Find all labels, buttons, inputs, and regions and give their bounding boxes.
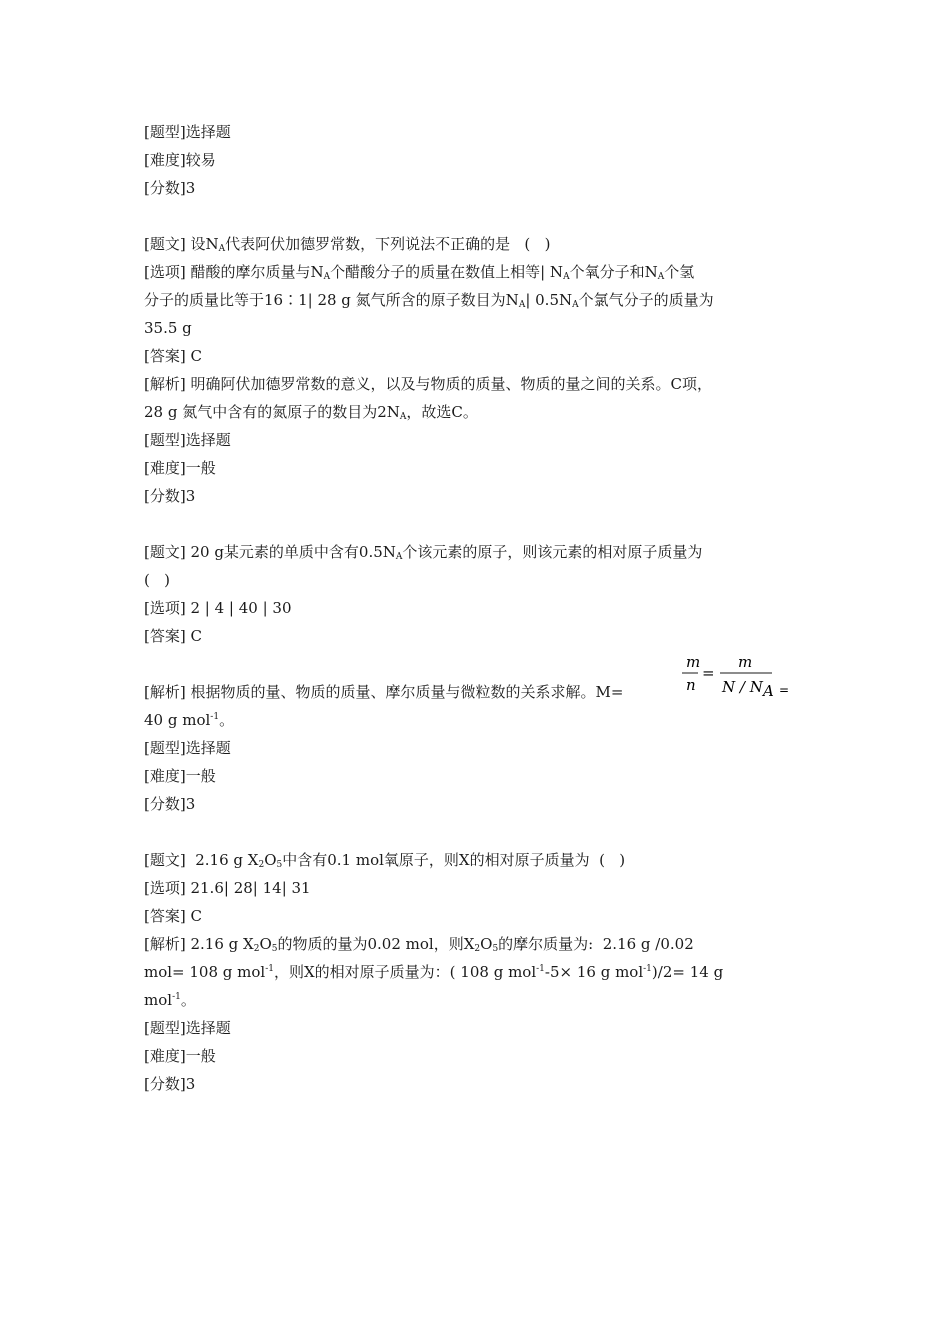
- answer: [答案] C: [144, 347, 202, 365]
- frac1-numerator: m: [686, 653, 701, 671]
- question-options: [选项] 21.6| 28| 14| 31: [144, 879, 311, 897]
- equals-sign: =: [702, 664, 715, 682]
- question-stem: [题文] 2.16 g $X_2O_5$中含有0.1 mol氧原子，则X的相对原子质量为 ( ): [144, 851, 626, 870]
- explanation: [解析] 根据物质的量、物质的质量、摩尔质量与微粒数的关系求解。M=: [144, 683, 624, 701]
- question-stem: [题文] 设$N_A$代表阿伏加德罗常数，下列说法不正确的是 ( ): [144, 235, 551, 254]
- question-type: [题型]选择题: [144, 739, 231, 757]
- score: [分数]3: [144, 487, 196, 505]
- question-stem-cont: ( ): [144, 571, 171, 589]
- frac1-denominator: n: [686, 676, 696, 694]
- explanation-cont: 40 g mol$^{-1}$。: [144, 711, 235, 729]
- explanation: [解析] 明确阿伏加德罗常数的意义，以及与物质的质量、物质的量之间的关系。C项，: [144, 375, 712, 393]
- difficulty: [难度]一般: [144, 459, 216, 477]
- frac2-denominator-sub: A: [763, 682, 774, 700]
- frac2-numerator: m: [738, 653, 753, 671]
- question-options: [选项] 2 | 4 | 40 | 30: [144, 599, 292, 617]
- score: [分数]3: [144, 179, 196, 197]
- score: [分数]3: [144, 1075, 196, 1093]
- frac2-denominator: N / N: [722, 678, 763, 696]
- explanation-cont: 28 g 氮气中含有的氮原子的数目为$2N_A$，故选C。: [144, 403, 478, 422]
- difficulty: [难度]较易: [144, 151, 216, 169]
- explanation-with-formula: [144, 650, 814, 706]
- molar-mass-formula: [680, 650, 810, 706]
- question-type: [题型]选择题: [144, 431, 231, 449]
- explanation-cont: mol$^{-1}$。: [144, 991, 196, 1009]
- question-options: [选项] 醋酸的摩尔质量与$N_A$个醋酸分子的质量在数值上相等| $N_A$个氧分子和$N_A$个氢: [144, 263, 695, 282]
- trailing-equals: =: [779, 683, 790, 697]
- explanation: [解析] 2.16 g $X_2O_5$的物质的量为0.02 mol，则$X_2O_5$的摩尔质量为: 2.16 g /0.02: [144, 935, 694, 954]
- question-stem: [题文] 20 g某元素的单质中含有$0.5N_A$个该元素的原子，则该元素的相对原子质量为: [144, 543, 703, 562]
- question-type: [题型]选择题: [144, 123, 231, 141]
- difficulty: [难度]一般: [144, 1047, 216, 1065]
- question-type: [题型]选择题: [144, 1019, 231, 1037]
- difficulty: [难度]一般: [144, 767, 216, 785]
- answer: [答案] C: [144, 627, 202, 645]
- answer: [答案] C: [144, 907, 202, 925]
- question-options-cont: 35.5 g: [144, 319, 192, 337]
- document-page: [144, 118, 814, 1098]
- explanation-cont: mol= 108 g mol$^{-1}$，则X的相对原子质量为：( 108 g mol$^{-1}$-5× 16 g mol$^{-1}$)/2= 14 g: [144, 963, 724, 981]
- score: [分数]3: [144, 795, 196, 813]
- question-options-cont: 分子的质量比等于16∶1| 28 g 氮气所含的原子数目为$N_A|$ $0.5N_A$个氯气分子的质量为: [144, 291, 714, 310]
